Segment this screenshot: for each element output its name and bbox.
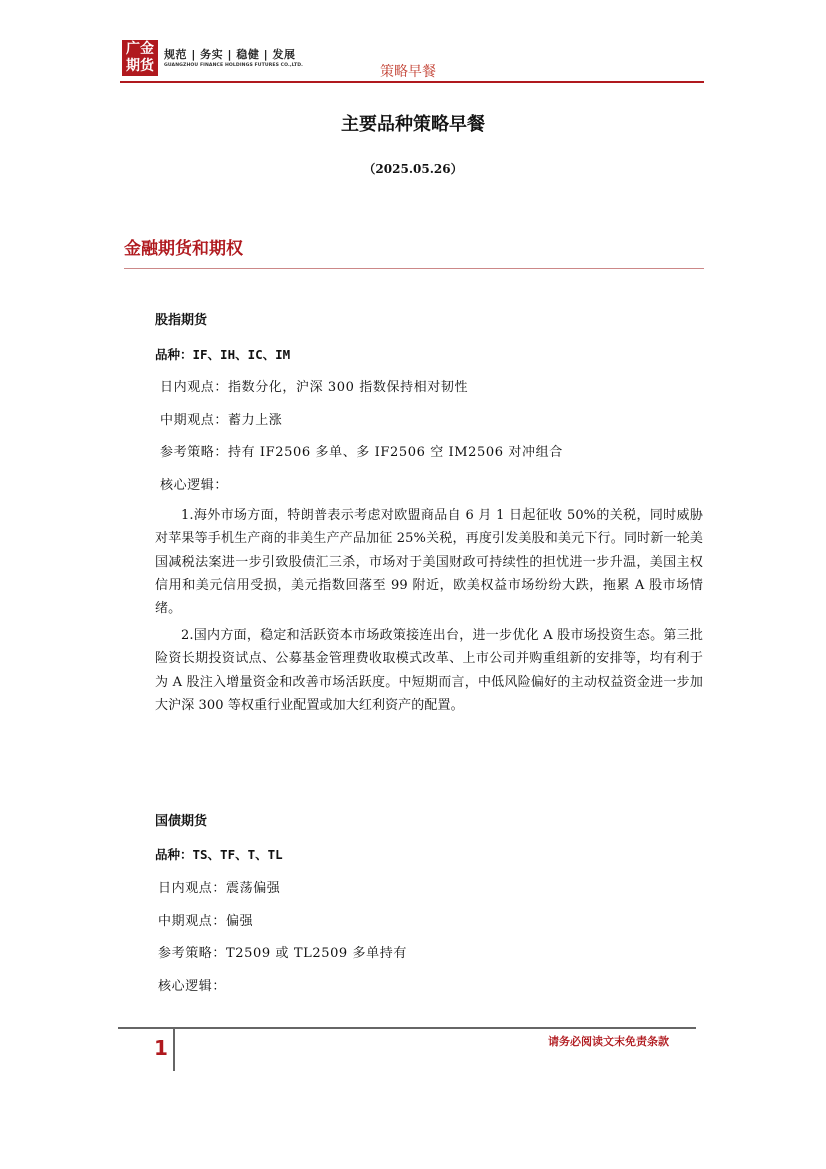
treasury-heading: 国债期货	[155, 814, 208, 829]
section-title: 金融期货和期权	[124, 239, 243, 259]
header-label: 策略早餐	[380, 64, 436, 80]
footer-divider	[118, 1027, 696, 1029]
page-number: 1	[154, 1036, 168, 1060]
company-logo	[122, 40, 158, 76]
logo-text-line1: 广金	[126, 41, 154, 57]
treasury-midterm-view: 中期观点：偏强	[158, 914, 254, 929]
company-english-name: GUANGZHOU FINANCE HOLDINGS FUTURES CO.,LTD.	[164, 63, 303, 68]
stock-index-logic-paragraph-1: 1.海外市场方面，特朗普表示考虑对欧盟商品自 6 月 1 日起征收 50%的关税，同时威胁对苹果等手机生产商的非美生产产品加征 25%关税，再度引发美股和美元下行。同时新一轮美国减税法案进一步引致股债汇三杀，市场对于美国财政可持续性的担忧进一步升温，美国主权信用和美元信用受损，美元指数回落至 99 附近，欧美权益市场纷纷大跌，拖累 A 股市场情绪。	[155, 508, 703, 617]
logo-text-line2: 期货	[126, 58, 154, 74]
treasury-variety: 品种：TS、TF、T、TL	[155, 847, 283, 862]
stock-index-logic-label: 核心逻辑：	[160, 478, 229, 493]
treasury-intraday-view: 日内观点：震荡偏强	[158, 881, 281, 896]
section-divider	[124, 268, 704, 269]
header-divider	[120, 81, 704, 83]
treasury-strategy: 参考策略：T2509 或 TL2509 多单持有	[158, 946, 407, 961]
document-title: 主要品种策略早餐	[341, 114, 485, 135]
footer-vertical-divider	[173, 1027, 175, 1071]
stock-index-variety: 品种：IF、IH、IC、IM	[155, 347, 291, 362]
company-slogan: 规范 | 务实 | 稳健 | 发展	[164, 48, 296, 61]
stock-index-midterm-view: 中期观点：蓄力上涨	[160, 413, 283, 428]
stock-index-logic-paragraph-2: 2.国内方面，稳定和活跃资本市场政策接连出台，进一步优化 A 股市场投资生态。第三批险资长期投资试点、公募基金管理费收取模式改革、上市公司并购重组新的安排等，均有利于为 A 股注入增量资金和改善市场活跃度。中短期而言，中低风险偏好的主动权益资金进一步加大沪深 300 等权重行业配置或加大红利资产的配置。	[155, 628, 703, 713]
document-date: （2025.05.26）	[363, 162, 463, 176]
stock-index-intraday-view: 日内观点：指数分化，沪深 300 指数保持相对韧性	[160, 380, 469, 395]
disclaimer-notice: 请务必阅读文末免责条款	[548, 1035, 669, 1048]
stock-index-strategy: 参考策略：持有 IF2506 多单、多 IF2506 空 IM2506 对冲组合	[160, 445, 563, 460]
stock-index-heading: 股指期货	[155, 313, 208, 328]
treasury-logic-label: 核心逻辑：	[158, 979, 227, 994]
